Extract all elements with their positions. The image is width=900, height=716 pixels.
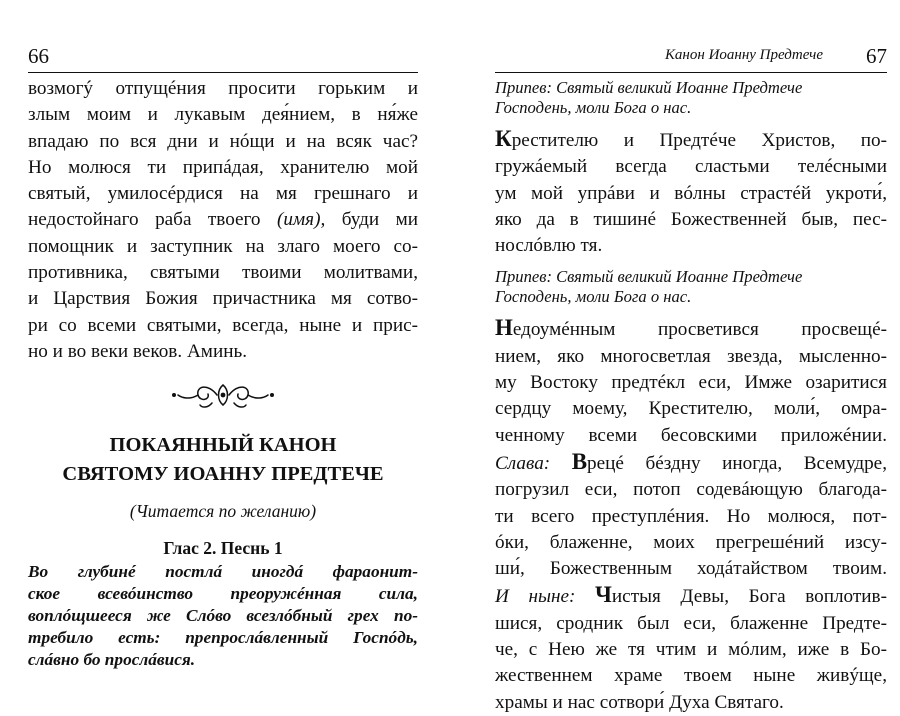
troparion-line xyxy=(495,126,887,154)
irmos xyxy=(28,561,418,671)
left-page xyxy=(0,0,450,670)
irmos-line: Во глубинé постлá иногдá фараонит- xyxy=(28,562,418,582)
now-line: че, с Нею же тя чтим и мóлим, иже в Бо- xyxy=(495,639,887,661)
ode-heading xyxy=(28,535,418,561)
prayer-line: но и во веки веков. Аминь. xyxy=(28,340,248,362)
initial-letter: Ч xyxy=(595,582,612,608)
now-label: И ныне: xyxy=(495,586,576,608)
glory-line xyxy=(495,449,887,477)
running-title: Канон Иоанну Предтече xyxy=(664,47,823,63)
prayer-line xyxy=(28,207,418,233)
left-page-body xyxy=(28,76,418,671)
canon-title-line: ПОКАЯННЫЙ КАНОН xyxy=(109,434,337,457)
prayer-line: впадаю по вся дни и нóщи и на всяк час? xyxy=(28,130,418,152)
irmos-line: ское всевóинство преоружéнная сила, xyxy=(28,584,418,604)
header-rule-right xyxy=(495,72,887,73)
troparion-text: едоумéнным просветився просвещé- xyxy=(512,319,887,341)
glory-text: рецé бéздну иногда, Всемудре, xyxy=(587,452,887,474)
prayer-line: помощник и заступник на злаго моего со- xyxy=(28,235,418,257)
troparion-text: рестителю и Предтéче Христов, по- xyxy=(511,130,887,151)
ode-heading-text: Глас 2. Песнь 1 xyxy=(163,538,283,559)
canon-title xyxy=(28,431,418,489)
right-page-body xyxy=(495,78,887,716)
refrain-line: Припев: Святый великий Иоанне Предтече xyxy=(495,267,803,287)
glory-line: óки, блаженне, моих прегрешéний изсу- xyxy=(495,531,887,553)
troparion-line: ум мой упрáви и вóлны страстéй укроти́, xyxy=(495,182,887,204)
now-text: истыя Девы, Бога воплотив- xyxy=(611,586,888,608)
now-line: шися, сродник был еси, блаженне Предте- xyxy=(495,612,887,634)
prayer-line: злым моим и лукавым дея́нием, в ня́же xyxy=(28,104,418,126)
initial-letter: К xyxy=(495,126,512,151)
now-line xyxy=(495,582,887,610)
prayer-line: возмогý отпущéния просити горьким и xyxy=(28,78,418,99)
irmos-line: слáвно бо прослáвися. xyxy=(28,650,196,670)
ornament-flourish-icon xyxy=(168,378,278,412)
page-number-left: 66 xyxy=(28,44,49,68)
glory-line: ши́, Божественным ходáтайством твоим. xyxy=(495,558,887,580)
troparion-line: му Востоку предтéкл еси, Имже озаритися xyxy=(495,372,887,394)
left-running-head xyxy=(28,44,418,72)
prayer-line: Но молюся ти припáдая, хранителю мой xyxy=(28,156,418,178)
refrain xyxy=(495,78,887,118)
now-line: храмы и нас сотвори́ Духа Святаго. xyxy=(495,691,784,713)
now-line: жественнем храме твоем ныне живýще, xyxy=(495,665,887,687)
refrain xyxy=(495,267,887,307)
name-placeholder: (имя), xyxy=(276,209,326,231)
prayer-line: и Царствия Божия причастника мя сотво- xyxy=(28,288,418,310)
canon-subtitle xyxy=(28,497,418,525)
refrain-line: Припев: Святый великий Иоанне Предтече xyxy=(495,78,803,97)
prayer-text: буди ми xyxy=(325,209,418,231)
header-rule-left xyxy=(28,72,418,73)
prayer-line: святый, умилосéрдися на мя грешнаго и xyxy=(28,183,418,205)
ornament-divider xyxy=(28,375,418,415)
irmos-line: требило есть: препрослáвленный Госпóдь, xyxy=(28,628,418,648)
irmos-line: воплóщшееся же Слóво всезлóбный грех по- xyxy=(28,606,418,626)
refrain-line: Господень, моли Бога о нас. xyxy=(495,287,692,307)
right-page xyxy=(450,0,900,713)
canon-title-line: СВЯТОМУ ИОАННУ ПРЕДТЕЧЕ xyxy=(62,463,384,486)
page-number-right: 67 xyxy=(866,44,887,68)
troparion xyxy=(495,315,887,448)
glory-verse xyxy=(495,449,887,582)
glory-line: погрузил еси, потоп содевáющую благода- xyxy=(495,479,887,501)
refrain-line: Господень, моли Бога о нас. xyxy=(495,98,692,117)
now-verse xyxy=(495,582,887,715)
troparion xyxy=(495,126,887,259)
glory-line: ти всего преступлéния. Но молюся, пот- xyxy=(495,505,887,527)
prayer-text: недостойнаго раба твоего xyxy=(28,209,277,231)
initial-letter: В xyxy=(571,448,588,474)
initial-letter: Н xyxy=(495,315,513,341)
troparion-line: нослóвлю тя. xyxy=(495,235,603,257)
right-running-head xyxy=(495,44,887,72)
prayer-line: ри со всеми святыми, всегда, ныне и прис- xyxy=(28,314,418,336)
troparion-line xyxy=(495,315,887,343)
troparion-line: нием, яко многосветлая звезда, мысленно- xyxy=(495,345,887,367)
prayer-line: противника, святыми твоими молитвами, xyxy=(28,262,418,284)
subtitle-text: (Читается по желанию) xyxy=(129,501,317,522)
troparion-line: ченному всеми бесовскими приложéнии. xyxy=(495,424,887,446)
troparion-line: яко да в тишинé Божественней быв, пес- xyxy=(495,208,887,230)
glory-label: Слава: xyxy=(495,452,551,474)
troparion-line: сердцу моему, Крестителю, моли́, омра- xyxy=(495,398,887,420)
troparion-line: гружáемый всегда сластьми телéсными xyxy=(495,156,887,178)
